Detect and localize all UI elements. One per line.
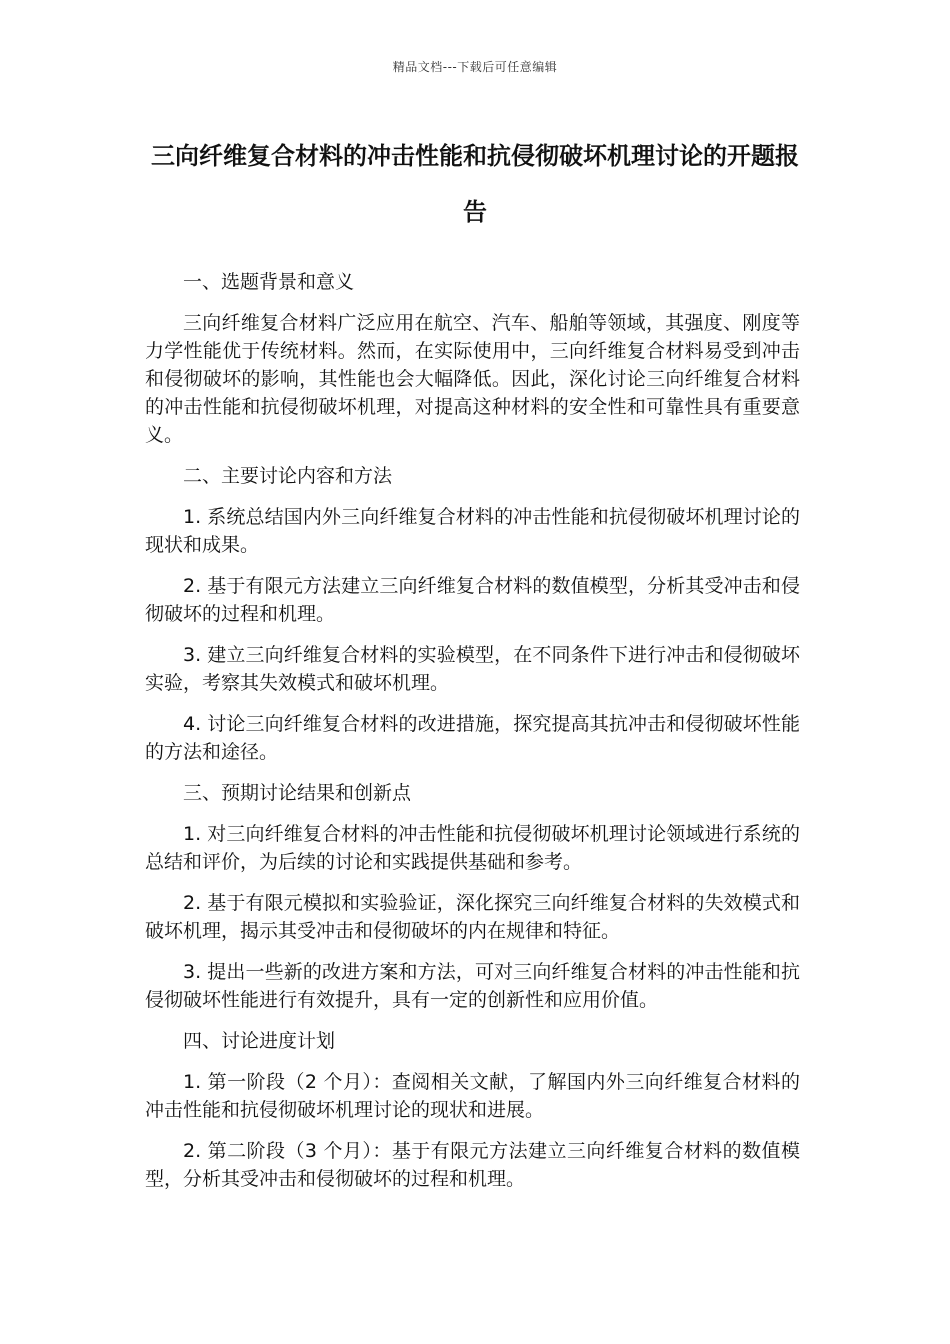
section-heading-expected-results: 三、预期讨论结果和创新点	[183, 782, 412, 804]
document-body	[145, 268, 800, 1206]
list-item: 3. 提出一些新的改进方案和方法，可对三向纤维复合材料的冲击性能和抗侵彻破坏性能进行有效提升，具有一定的创新性和应用价值。	[145, 961, 800, 1011]
header-note: 精品文档---下载后可任意编辑	[392, 60, 558, 74]
list-item: 3. 建立三向纤维复合材料的实验模型，在不同条件下进行冲击和侵彻破坏实验，考察其失效模式和破坏机理。	[145, 644, 800, 694]
list-item: 2. 第二阶段（3 个月）：基于有限元方法建立三向纤维复合材料的数值模型，分析其受冲击和侵彻破坏的过程和机理。	[145, 1140, 800, 1190]
section-heading-schedule: 四、讨论进度计划	[183, 1030, 336, 1052]
paragraph-background: 三向纤维复合材料广泛应用在航空、汽车、船舶等领域，其强度、刚度等力学性能优于传统材料。然而，在实际使用中，三向纤维复合材料易受到冲击和侵彻破坏的影响，其性能也会大幅降低。因此，深化讨论三向纤维复合材料的冲击性能和抗侵彻破坏机理，对提高这种材料的安全性和可靠性具有重要意义。	[145, 312, 800, 446]
page-title: 三向纤维复合材料的冲击性能和抗侵彻破坏机理讨论的开题报告	[151, 142, 799, 226]
list-item: 1. 系统总结国内外三向纤维复合材料的冲击性能和抗侵彻破坏机理讨论的现状和成果。	[145, 506, 800, 556]
list-item: 2. 基于有限元模拟和实验验证，深化探究三向纤维复合材料的失效模式和破坏机理，揭示其受冲击和侵彻破坏的内在规律和特征。	[145, 892, 800, 942]
list-item: 2. 基于有限元方法建立三向纤维复合材料的数值模型，分析其受冲击和侵彻破坏的过程和机理。	[145, 575, 800, 625]
list-item: 1. 第一阶段（2 个月）：查阅相关文献，了解国内外三向纤维复合材料的冲击性能和抗侵彻破坏机理讨论的现状和进展。	[145, 1071, 800, 1121]
list-item: 4. 讨论三向纤维复合材料的改进措施，探究提高其抗冲击和侵彻破坏性能的方法和途径。	[145, 713, 800, 763]
section-heading-content-methods: 二、主要讨论内容和方法	[183, 465, 393, 487]
section-heading-background: 一、选题背景和意义	[183, 271, 355, 293]
list-item: 1. 对三向纤维复合材料的冲击性能和抗侵彻破坏机理讨论领域进行系统的总结和评价，为后续的讨论和实践提供基础和参考。	[145, 823, 800, 873]
